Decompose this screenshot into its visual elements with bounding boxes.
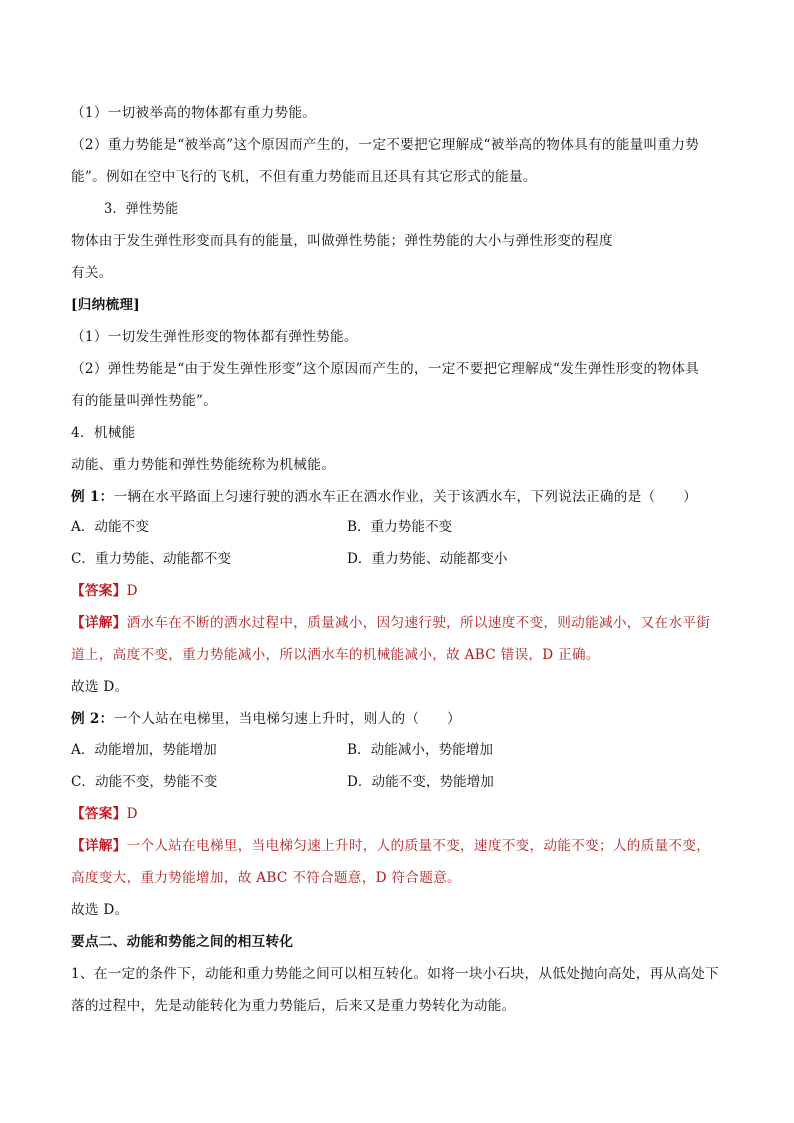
example-2-detail-line2: 高度变大，重力势能增加，故 ABC 不符合题意，D 符合题意。 — [71, 870, 461, 886]
summary-point-2-line2: 有的能量叫弹性势能”。 — [71, 393, 218, 409]
example-1-option-b: B．重力势能不变 — [347, 519, 453, 535]
example-2-option-d: D．动能不变，势能增加 — [347, 774, 494, 790]
subheading-elastic-energy: 3．弹性势能 — [104, 201, 179, 217]
example-2-question-text: 一个人站在电梯里，当电梯匀速上升时，则人的（ ） — [113, 711, 461, 727]
summary-heading: [归纳梳理] — [71, 297, 141, 313]
example-2-answer-tag: 【答案】 — [71, 806, 127, 822]
example-1-answer-value: D — [126, 583, 138, 599]
example-1-question-text: 一辆在水平路面上匀速行驶的洒水车正在洒水作业，关于该洒水车，下列说法正确的是（ ） — [113, 489, 698, 505]
example-2-answer-value: D — [126, 806, 138, 822]
subheading-mechanical-energy: 4．机械能 — [71, 425, 136, 441]
example-1-detail-line2: 道上，高度不变，重力势能减小，所以洒水车的机械能减小，故 ABC 错误，D 正确。 — [71, 647, 600, 663]
example-1-question — [71, 488, 731, 506]
example-1-label: 例 1： — [71, 489, 114, 505]
section-2-paragraph-line2: 落的过程中，先是动能转化为重力势能后，后来又是重力势转化为动能。 — [71, 998, 516, 1014]
example-1-answer — [71, 582, 731, 600]
example-2-question — [71, 710, 731, 728]
example-2-detail-text1: 一个人站在电梯里，当电梯匀速上升时，人的质量不变，速度不变，动能不变；人的质量不变， — [126, 838, 711, 854]
example-1-conclusion: 故选 D。 — [71, 679, 129, 695]
section-2-paragraph-line1: 1、在一定的条件下，动能和重力势能之间可以相互转化。如将一块小石块，从低处抛向高处，再从高处下 — [71, 966, 720, 982]
example-1-detail-line1 — [71, 614, 731, 632]
example-2-detail-tag: 【详解】 — [71, 838, 127, 854]
summary-point-1: （1）一切发生弹性形变的物体都有弹性势能。 — [71, 329, 358, 345]
elastic-definition-line1: 物体由于发生弹性形变而具有的能量，叫做弹性势能；弹性势能的大小与弹性形变的程度 — [71, 233, 613, 249]
example-1-option-d: D．重力势能、动能都变小 — [347, 551, 508, 567]
point-1-text: （1）一切被举高的物体都有重力势能。 — [71, 105, 317, 121]
section-2-heading: 要点二、动能和势能之间的相互转化 — [71, 934, 294, 950]
example-2-answer — [71, 805, 731, 823]
summary-point-2-line1: （2）弹性势能是“由于发生弹性形变”这个原因而产生的，一定不要把它理解成“发生弹性形变的物体具 — [71, 361, 700, 377]
example-2-conclusion: 故选 D。 — [71, 902, 129, 918]
example-1-detail-tag: 【详解】 — [71, 615, 127, 631]
point-2-text-line1: （2）重力势能是“被举高”这个原因而产生的，一定不要把它理解成“被举高的物体具有的能量叫重力势 — [71, 137, 700, 153]
mechanical-energy-definition: 动能、重力势能和弹性势能统称为机械能。 — [71, 457, 335, 473]
example-2-detail-line1 — [71, 837, 731, 855]
example-1-detail-text1: 洒水车在不断的洒水过程中，质量减小，因匀速行驶，所以速度不变，则动能减小，又在水平街 — [126, 615, 711, 631]
example-2-option-c: C．动能不变，势能不变 — [71, 774, 218, 790]
example-1-answer-tag: 【答案】 — [71, 583, 127, 599]
example-2-option-a: A．动能增加，势能增加 — [71, 742, 217, 758]
point-2-text-line2: 能”。例如在空中飞行的飞机，不但有重力势能而且还具有其它形式的能量。 — [71, 169, 537, 185]
example-1-option-c: C．重力势能、动能都不变 — [71, 551, 231, 567]
elastic-definition-line2: 有关。 — [71, 265, 113, 281]
example-1-option-a: A．动能不变 — [71, 519, 149, 535]
example-2-label: 例 2： — [71, 711, 114, 727]
example-2-option-b: B．动能减小，势能增加 — [347, 742, 493, 758]
